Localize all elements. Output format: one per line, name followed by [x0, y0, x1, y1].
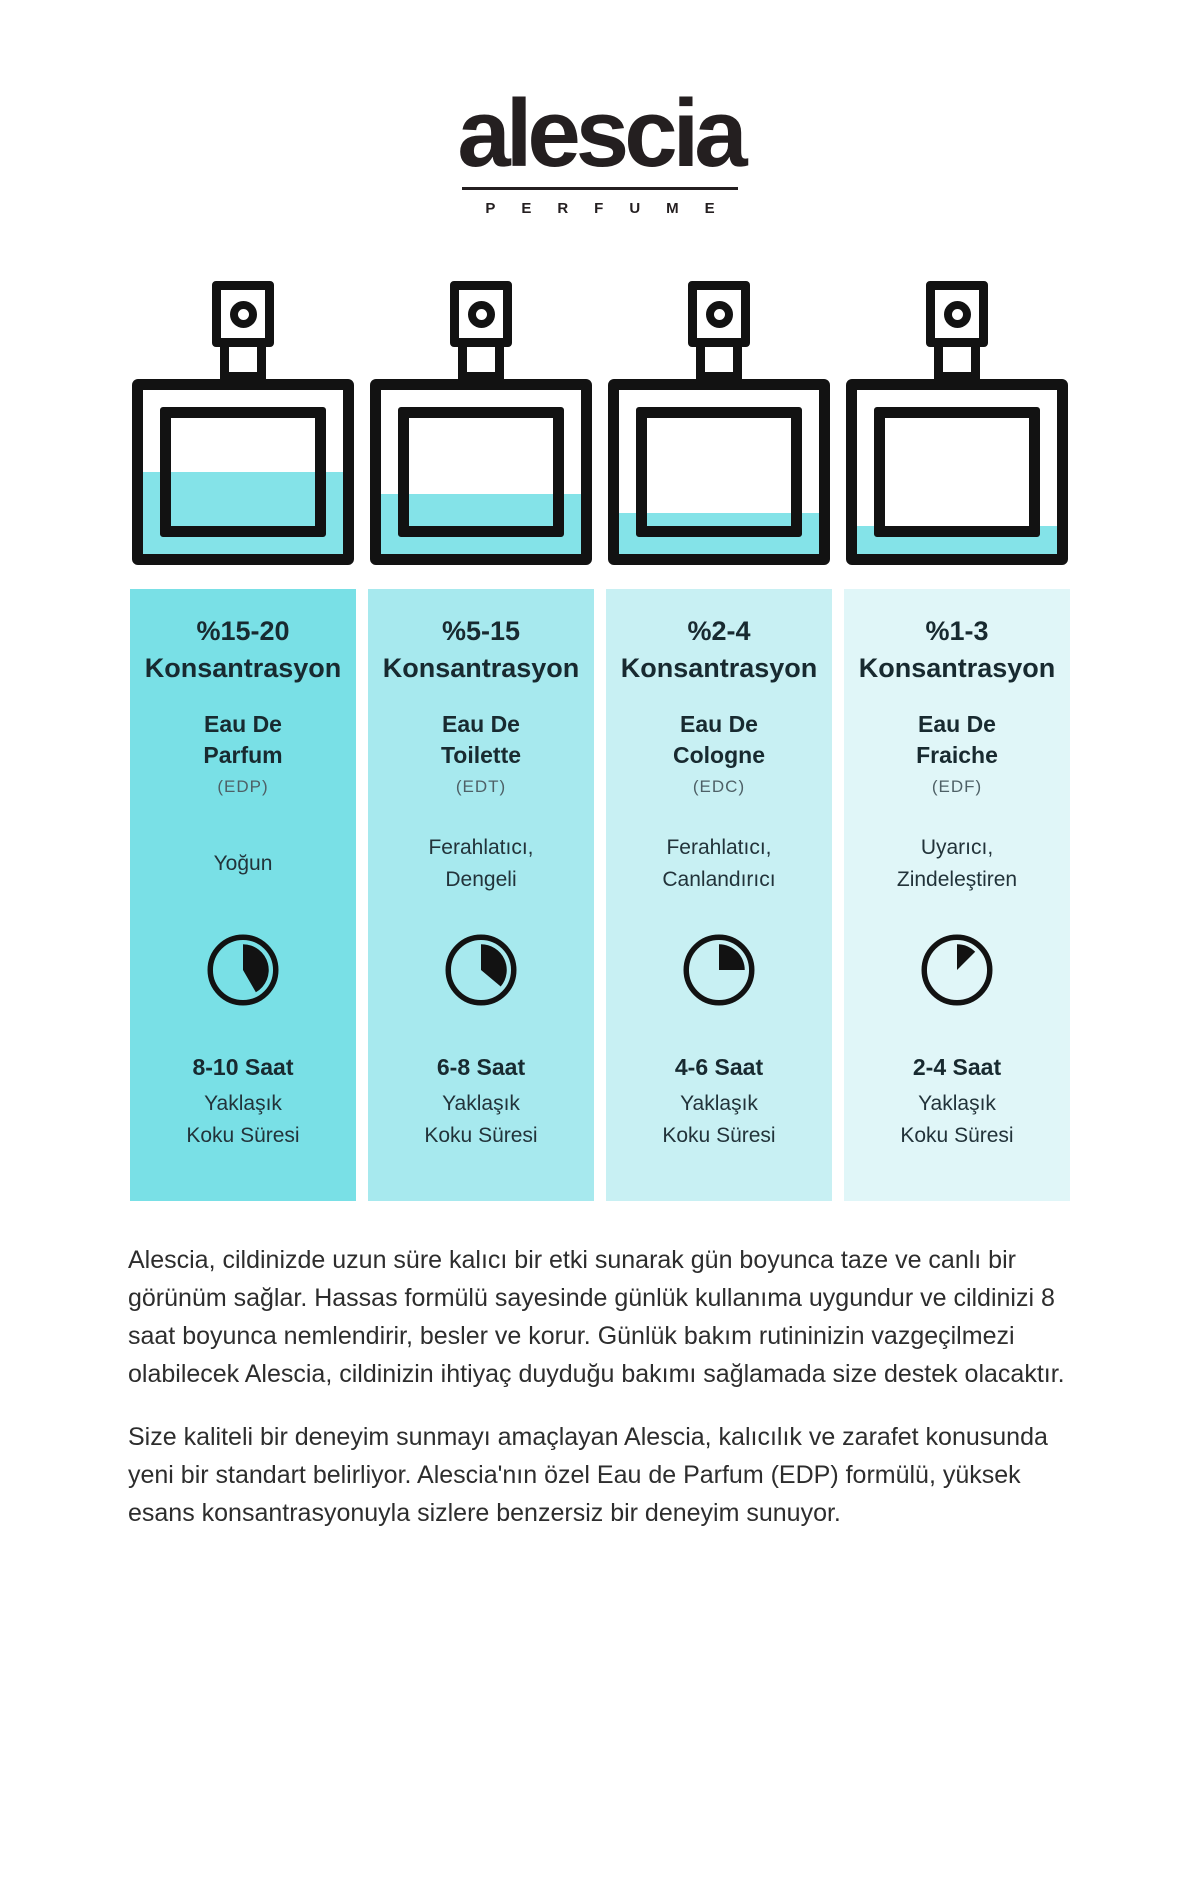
trait-line1: Yoğun — [213, 852, 273, 876]
spray-bottle-icon — [130, 281, 356, 565]
trait-line2: Dengeli — [445, 868, 517, 892]
bottle-body — [608, 379, 830, 565]
duration-label: 6-8 Saat — [436, 1054, 526, 1081]
bottle-neck — [458, 345, 504, 381]
description-paragraph-1: Alescia, cildinizde uzun süre kalıcı bir etki sunarak gün boyunca taze ve canlı bir görünüm sağlar. Hassas formülü sayesinde günlük kullanıma uygundur ve cildinizi 8 saat boyunca nemlendirir, besler ve korur. Günlük bakım rutininizin vazgeçilmezi olabilecek Alescia, cildinizin ihtiyaç duyduğu bakımı sağlamada size destek olacaktır. — [128, 1246, 1065, 1389]
concentration-value: %5-15 — [441, 616, 521, 647]
bottle-neck — [220, 345, 266, 381]
spray-bottle-icon — [844, 281, 1070, 565]
spray-bottle-icon — [606, 281, 832, 565]
perfume-type-line1: Eau De — [442, 711, 520, 738]
bottle-cap — [212, 281, 274, 347]
concentration-value: %15-20 — [196, 616, 290, 647]
bottle-label-frame — [636, 407, 802, 537]
trait-line1: Uyarıcı, — [920, 836, 994, 860]
perfume-type-line1: Eau De — [918, 711, 996, 738]
perfume-traits — [130, 831, 356, 897]
perfume-type-line1: Eau De — [204, 711, 282, 738]
concentration-label — [130, 613, 356, 687]
card-eau-de-toilette — [368, 589, 594, 1201]
bottle-body — [846, 379, 1068, 565]
duration-label: 2-4 Saat — [912, 1054, 1002, 1081]
perfume-type — [606, 709, 832, 771]
card-eau-de-cologne — [606, 589, 832, 1201]
brand-subtitle: PERFUME — [485, 200, 741, 218]
bottle-cap — [688, 281, 750, 347]
description-paragraph-2: Size kaliteli bir deneyim sunmayı amaçlayan Alescia, kalıcılık ve zarafet konusunda yeni bir standart belirliyor. Alescia'nın özel Eau de Parfum (EDP) formülü, yüksek esans konsantrasyonuyla sizlere benzersiz bir deneyim sunuyor. — [128, 1423, 1048, 1528]
trait-line1: Ferahlatıcı, — [428, 836, 534, 860]
bottle-nozzle-icon — [468, 301, 495, 328]
duration-subtitle — [368, 1088, 594, 1152]
bottle-nozzle-icon — [944, 301, 971, 328]
bottle-label-frame — [874, 407, 1040, 537]
clock-icon — [204, 931, 282, 1009]
duration-sub-line2: Koku Süresi — [424, 1124, 538, 1148]
perfume-type-line2: Toilette — [440, 742, 522, 769]
duration-sub-line1: Yaklaşık — [442, 1092, 520, 1116]
bottle-label-frame — [398, 407, 564, 537]
brand-logo — [0, 80, 1200, 218]
perfume-type-line2: Fraiche — [916, 742, 998, 769]
perfume-type-line2: Parfum — [203, 742, 283, 769]
duration-subtitle — [606, 1088, 832, 1152]
duration-sub-line2: Koku Süresi — [186, 1124, 300, 1148]
bottle-cap — [926, 281, 988, 347]
bottle-neck — [934, 345, 980, 381]
duration-label: 4-6 Saat — [674, 1054, 764, 1081]
perfume-abbr: (EDF) — [931, 777, 983, 797]
perfume-abbr: (EDT) — [455, 777, 507, 797]
clock-icon — [918, 931, 996, 1009]
bottle-body — [132, 379, 354, 565]
concentration-label — [606, 613, 832, 687]
card-eau-de-fraiche — [844, 589, 1070, 1201]
concentration-word: Konsantrasyon — [144, 653, 342, 684]
perfume-traits — [368, 831, 594, 897]
duration-sub-line1: Yaklaşık — [680, 1092, 758, 1116]
concentration-value: %1-3 — [925, 616, 989, 647]
perfume-type — [130, 709, 356, 771]
concentration-value: %2-4 — [687, 616, 751, 647]
duration-sub-line1: Yaklaşık — [204, 1092, 282, 1116]
perfume-type-line2: Cologne — [673, 742, 765, 769]
perfume-type-line1: Eau De — [680, 711, 758, 738]
duration-sub-line2: Koku Süresi — [900, 1124, 1014, 1148]
spray-bottle-icon — [368, 281, 594, 565]
perfume-type — [368, 709, 594, 771]
description-section — [128, 1241, 1072, 1532]
bottle-label-frame — [160, 407, 326, 537]
duration-subtitle — [130, 1088, 356, 1152]
bottle-cap — [450, 281, 512, 347]
bottle-nozzle-icon — [230, 301, 257, 328]
trait-line2: Canlandırıcı — [662, 868, 776, 892]
trait-line1: Ferahlatıcı, — [666, 836, 772, 860]
perfume-abbr: (EDP) — [217, 777, 269, 797]
concentration-word: Konsantrasyon — [382, 653, 580, 684]
concentration-cards — [130, 589, 1070, 1201]
bottle-body — [370, 379, 592, 565]
bottle-row — [130, 281, 1070, 565]
concentration-word: Konsantrasyon — [858, 653, 1056, 684]
duration-sub-line1: Yaklaşık — [918, 1092, 996, 1116]
trait-line2: Zindeleştiren — [896, 868, 1018, 892]
concentration-word: Konsantrasyon — [620, 653, 818, 684]
duration-label: 8-10 Saat — [192, 1054, 294, 1081]
perfume-traits — [844, 831, 1070, 897]
clock-icon — [442, 931, 520, 1009]
card-eau-de-parfum — [130, 589, 356, 1201]
perfume-traits — [606, 831, 832, 897]
brand-name: alescia — [457, 80, 743, 187]
logo-divider — [462, 187, 738, 190]
bottle-neck — [696, 345, 742, 381]
duration-sub-line2: Koku Süresi — [662, 1124, 776, 1148]
concentration-label — [368, 613, 594, 687]
perfume-type — [844, 709, 1070, 771]
clock-icon — [680, 931, 758, 1009]
concentration-label — [844, 613, 1070, 687]
duration-subtitle — [844, 1088, 1070, 1152]
perfume-abbr: (EDC) — [692, 777, 746, 797]
bottle-nozzle-icon — [706, 301, 733, 328]
